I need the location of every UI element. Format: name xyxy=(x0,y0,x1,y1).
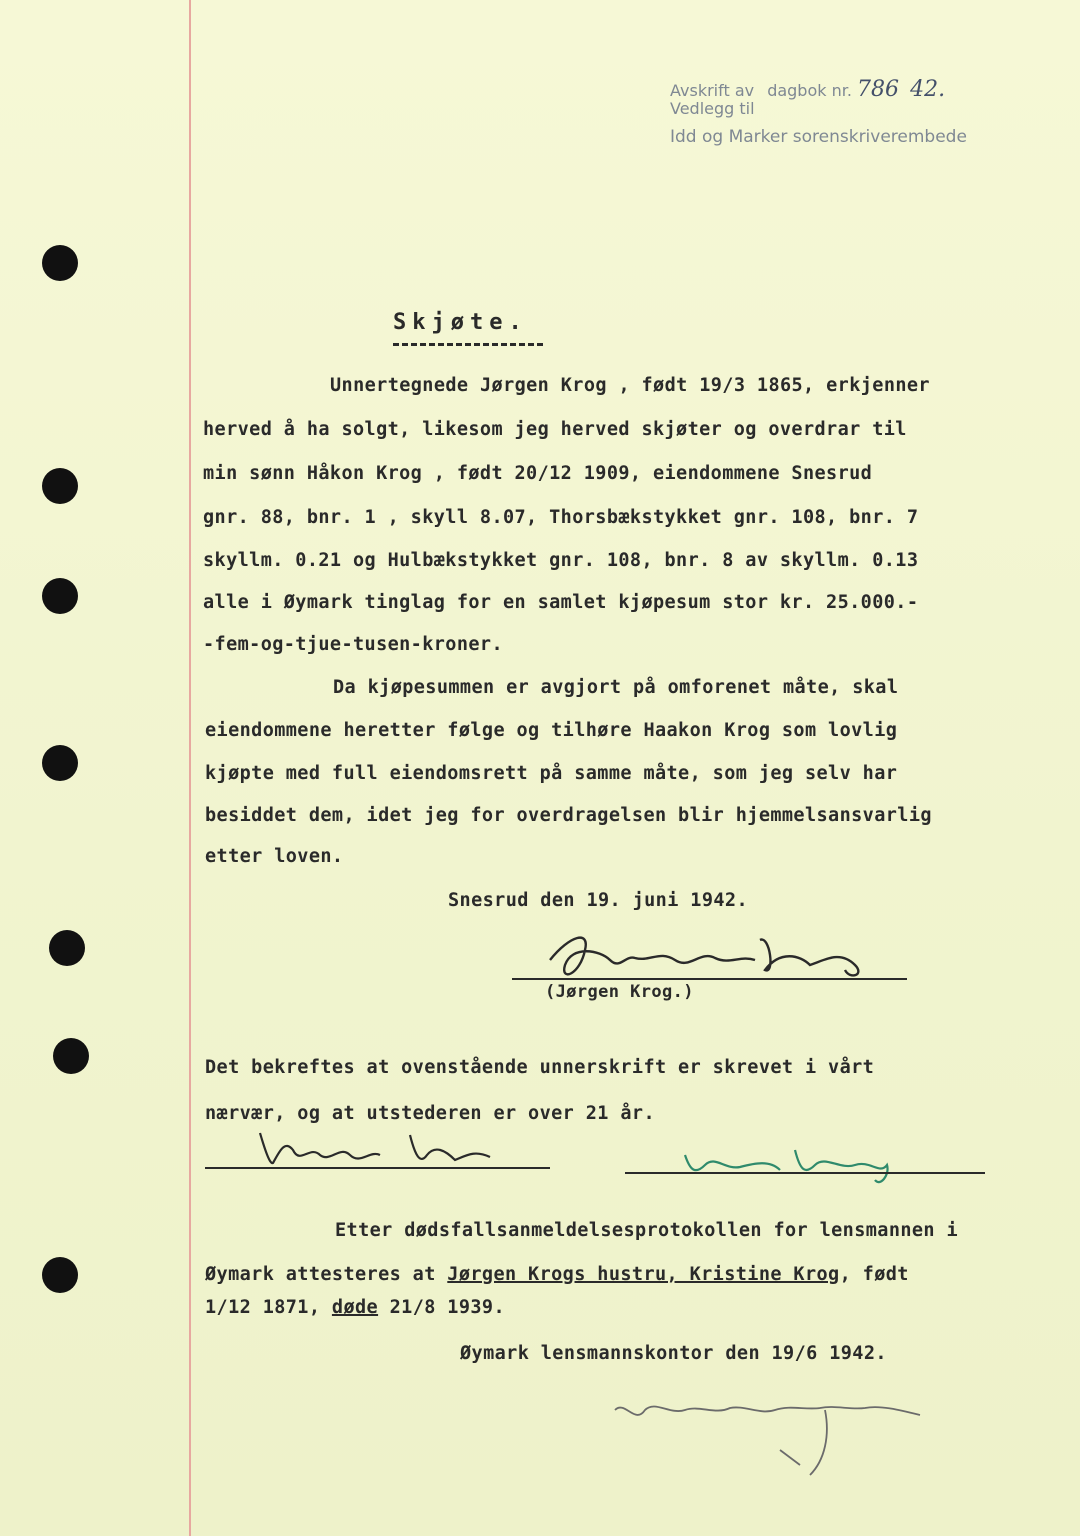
stamp-number: 786 xyxy=(857,77,900,102)
body-line: Da kjøpesummen er avgjort på omforenet måte, skal xyxy=(333,677,899,698)
witness-rule xyxy=(205,1167,550,1169)
attest-line: Etter dødsfallsanmeldelsesprotokollen for lensmannen i xyxy=(335,1220,959,1241)
body-line: -fem-og-tjue-tusen-kroner. xyxy=(203,634,503,655)
punch-hole xyxy=(42,1257,78,1293)
attest-text: 21/8 1939. xyxy=(378,1297,505,1318)
official-signature-image xyxy=(600,1380,940,1490)
body-line: etter loven. xyxy=(205,846,344,867)
margin-rule xyxy=(189,0,191,1536)
witness-rule xyxy=(625,1172,985,1174)
stamp-year: 42. xyxy=(910,77,946,102)
body-line: besiddet dem, idet jeg for overdragelsen blir hjemmelsansvarlig xyxy=(205,805,932,826)
stamp-office: Idd og Marker sorenskriverembede xyxy=(670,127,967,147)
punch-hole xyxy=(42,745,78,781)
attest-line xyxy=(205,1297,505,1318)
witness-line: nærvær, og at utstederen er over 21 år. xyxy=(205,1103,655,1124)
body-line: min sønn Håkon Krog , født 20/12 1909, eiendommene Snesrud xyxy=(203,463,873,484)
body-line: herved å ha solgt, likesom jeg herved skjøter og overdrar til xyxy=(203,419,907,440)
signature-name: (Jørgen Krog.) xyxy=(545,982,694,1002)
punch-hole xyxy=(53,1038,89,1074)
punch-hole xyxy=(42,578,78,614)
office-line: Øymark lensmannskontor den 19/6 1942. xyxy=(460,1343,887,1364)
body-line: Unnertegnede Jørgen Krog , født 19/3 1865, erkjenner xyxy=(330,375,930,396)
stamp-line1: Avskrift av xyxy=(670,81,755,100)
attest-text: Øymark attesteres at xyxy=(205,1264,448,1285)
attest-text: 1/12 1871, xyxy=(205,1297,332,1318)
registry-stamp xyxy=(670,78,967,149)
signature-rule xyxy=(512,978,907,980)
body-line: gnr. 88, bnr. 1 , skyll 8.07, Thorsbækstykket gnr. 108, bnr. 7 xyxy=(203,507,919,528)
stamp-dagbok: dagbok nr. xyxy=(767,81,852,100)
attest-died: døde xyxy=(331,1297,379,1318)
body-line: alle i Øymark tinglag for en samlet kjøpesum stor kr. 25.000.- xyxy=(203,592,919,613)
witness-signature-image xyxy=(625,1135,985,1190)
witness-line: Det bekreftes at ovenstående unnerskrift er skrevet i vårt xyxy=(205,1057,875,1078)
body-line: eiendommene heretter følge og tilhøre Haakon Krog som lovlig xyxy=(205,720,898,741)
punch-hole xyxy=(49,930,85,966)
attest-text: , født xyxy=(839,1264,909,1285)
body-line: skyllm. 0.21 og Hulbækstykket gnr. 108, bnr. 8 av skyllm. 0.13 xyxy=(203,550,919,571)
attest-line xyxy=(205,1264,909,1285)
place-date: Snesrud den 19. juni 1942. xyxy=(448,890,748,911)
document-title: Skjøte. xyxy=(393,310,528,335)
stamp-line2: Vedlegg til xyxy=(670,99,755,118)
punch-hole xyxy=(42,468,78,504)
attest-name: Jørgen Krogs hustru, Kristine Krog xyxy=(447,1264,840,1285)
body-line: kjøpte med full eiendomsrett på samme måte, som jeg selv har xyxy=(205,763,898,784)
punch-hole xyxy=(42,245,78,281)
title-underline xyxy=(393,343,543,346)
